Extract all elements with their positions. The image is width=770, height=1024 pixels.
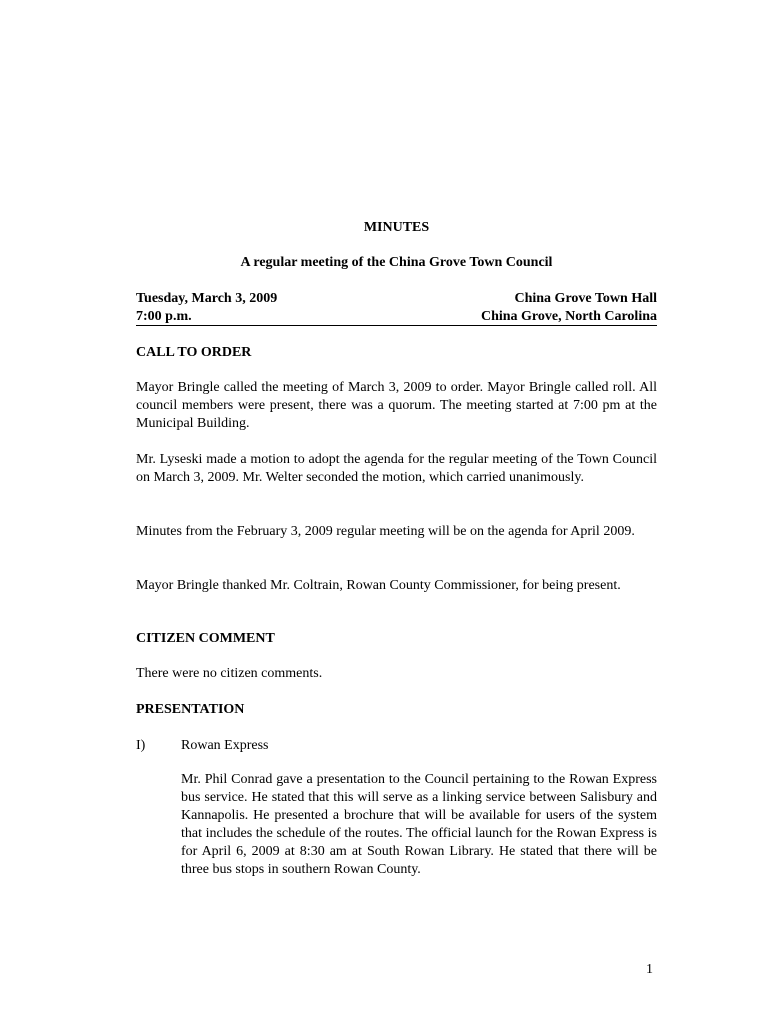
meeting-header-row-2 [136,308,657,326]
section-heading-call-to-order: CALL TO ORDER [136,345,252,360]
document-title: MINUTES [363,220,430,235]
paragraph-call-to-order-3: Minutes from the February 3, 2009 regular meeting will be on the agenda for April 2009. [136,524,635,539]
meeting-header-row-1 [136,290,657,308]
paragraph-call-to-order-4: Mayor Bringle thanked Mr. Coltrain, Rowan County Commissioner, for being present. [136,578,621,593]
meeting-location-city: China Grove, North Carolina [480,309,657,324]
list-item-number: I) [136,738,146,753]
list-item-title: Rowan Express [181,738,269,753]
section-heading-citizen-comment: CITIZEN COMMENT [136,631,275,646]
page-number: 1 [646,962,653,977]
meeting-date: Tuesday, March 3, 2009 [136,291,278,306]
section-heading-presentation: PRESENTATION [136,702,245,717]
paragraph-call-to-order-2: Mr. Lyseski made a motion to adopt the agenda for the regular meeting of the Town Council on March 3, 2009. Mr. Welter seconded the motion, which carried unanimously. [136,452,657,485]
paragraph-rowan-express: Mr. Phil Conrad gave a presentation to the Council pertaining to the Rowan Express bus service. He stated that this will serve as a linking service between Salisbury and Kannapolis. He presented a brochure that will be available for users of the system that includes the schedule of the routes. The official launch for the Rowan Express is for April 6, 2009 at 8:30 am at South Rowan Library. He stated that there will be three bus stops in southern Rowan County. [181,772,657,877]
meeting-time: 7:00 p.m. [136,309,192,324]
document-subtitle: A regular meeting of the China Grove Town Council [240,255,553,270]
paragraph-citizen-comment: There were no citizen comments. [136,666,323,681]
paragraph-call-to-order-1: Mayor Bringle called the meeting of March 3, 2009 to order. Mayor Bringle called roll. All council members were present, there was a quorum. The meeting started at 7:00 pm at the Municipal Building. [136,380,657,431]
meeting-location-name: China Grove Town Hall [514,291,657,306]
